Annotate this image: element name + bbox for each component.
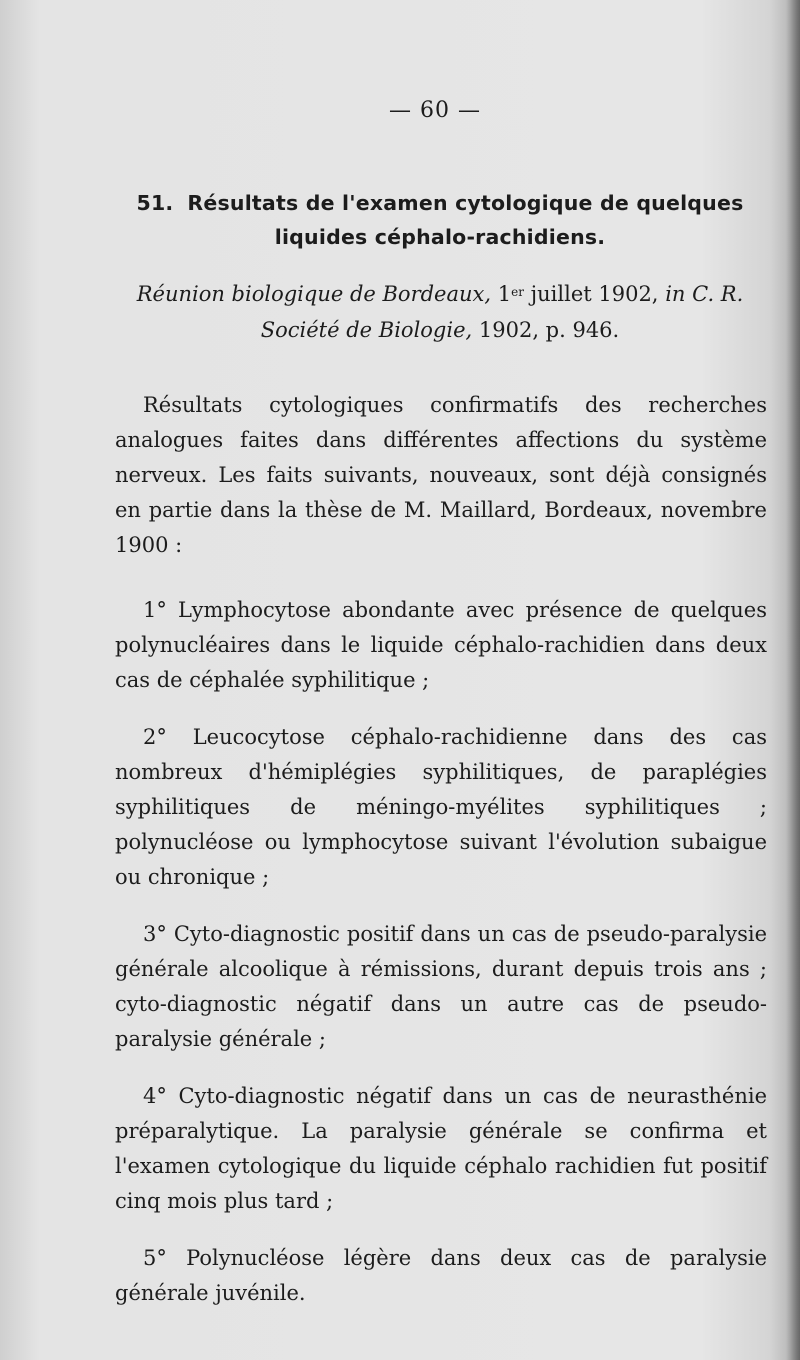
- publication-reference: [115, 276, 765, 348]
- section-number: 51.: [136, 191, 174, 215]
- reference-day: 1: [497, 282, 512, 306]
- reference-meeting: Réunion biologique de Bordeaux,: [136, 282, 492, 306]
- page-number: — 60 —: [389, 98, 481, 123]
- section-title-text: Résultats de l'examen cytologique de quelques liquides céphalo-rachidiens.: [187, 191, 744, 249]
- paragraph-item-3: 3° Cyto-diagnostic positif dans un cas de pseudo-paralysie générale alcoolique à rémissions, durant depuis trois ans ; cyto-diagnostic négatif dans un autre cas de pseudo-paralysie générale ;: [115, 922, 767, 1051]
- page-edge-shadow: [786, 0, 800, 1360]
- reference-day-suffix: er: [511, 285, 524, 299]
- paragraph-item-4: 4° Cyto-diagnostic négatif dans un cas de neurasthénie préparalytique. La paralysie générale se confirma et l'examen cytologique du liquide céphalo rachidien fut positif cinq mois plus tard ;: [115, 1084, 767, 1213]
- paragraph-item-2: 2° Leucocytose céphalo-rachidienne dans des cas nombreux d'hémiplégies syphilitiques, de paraplégies syphilitiques de méningo-myélites syphilitiques ; polynucléose ou lymphocytose suivant l'évolution subaigue ou chronique ;: [115, 725, 767, 889]
- reference-journal: C. R. Société de Biologie,: [260, 282, 744, 342]
- paragraph-intro: Résultats cytologiques confirmatifs des recherches analogues faites dans différentes affections du système nerveux. Les faits suivants, nouveaux, sont déjà consignés en partie dans la thèse de M. Maillard, Bordeaux, novembre 1900 :: [115, 393, 767, 557]
- reference-details: 1902, p. 946.: [478, 318, 620, 342]
- section-title: [115, 186, 765, 254]
- paragraph-item-5: 5° Polynucléose légère dans deux cas de paralysie générale juvénile.: [115, 1246, 767, 1305]
- reference-in: in: [665, 282, 686, 306]
- body-text: [115, 388, 767, 1333]
- reference-date: juillet 1902,: [530, 282, 659, 306]
- paragraph-item-1: 1° Lymphocytose abondante avec présence de quelques polynucléaires dans le liquide céphalo-rachidien dans deux cas de céphalée syphilitique ;: [115, 598, 767, 692]
